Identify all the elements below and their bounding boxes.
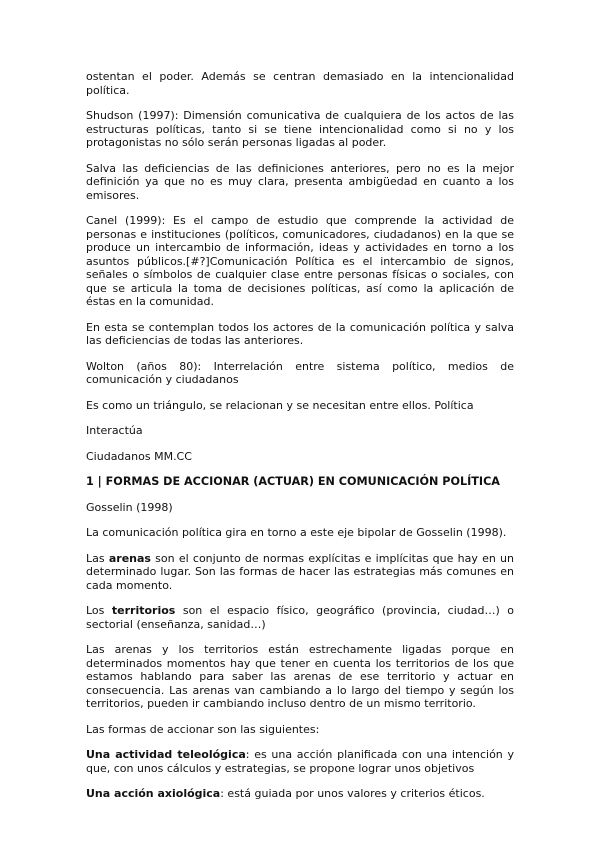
bold-term: territorios	[111, 604, 176, 617]
text: : es una acción planificada con una intención y que, con unos cálculos y estrategias, se propone lograr unos objetivos	[86, 748, 514, 775]
text: son el espacio físico, geográfico (provincia, ciudad…) o sectorial (enseñanza, sanidad…)	[86, 604, 514, 631]
paragraph: Es como un triángulo, se relacionan y se necesitan entre ellos. Política	[86, 398, 474, 412]
paragraph: Ciudadanos MM.CC	[86, 449, 192, 463]
section-heading: 1 | FORMAS DE ACCIONAR (ACTUAR) EN COMUNICACIÓN POLÍTICA	[86, 475, 500, 488]
paragraph: Interactúa	[86, 424, 143, 437]
paragraph: Canel (1999): Es el campo de estudio que comprende la actividad de personas e instituciones (políticos, comunicadores, ciudadanos) en la que se produce un intercambio de información, ideas y actividades en torno a los asuntos públicos.[#?]Comunicación Política es el intercambio de signos, señales o símbolos de cualquier clase entre personas físicas o sociales, con que se articula la toma de decisiones políticas, así como la aplicación de éstas en la comunidad.	[86, 214, 514, 308]
paragraph: Wolton (años 80): Interrelación entre sistema político, medios de comunicación y ciudadanos	[86, 359, 514, 386]
paragraph: ostentan el poder. Además se centran demasiado en la intencionalidad política.	[86, 70, 514, 97]
paragraph: En esta se contemplan todos los actores de la comunicación política y salva las deficiencias de todas las anteriores.	[86, 320, 514, 347]
paragraph: Shudson (1997): Dimensión comunicativa de cualquiera de los actos de las estructuras políticas, tanto si se tiene intencionalidad como si no y los protagonistas no sólo serán personas ligadas al poder.	[86, 109, 514, 149]
paragraph: La comunicación política gira en torno a este eje bipolar de Gosselin (1998).	[86, 526, 507, 539]
paragraph: Salva las deficiencias de las definiciones anteriores, pero no es la mejor definición ya que no es muy clara, presenta ambigüedad en cuanto a los emisores.	[86, 161, 514, 202]
paragraph: Gosselin (1998)	[86, 500, 173, 514]
paragraph	[86, 787, 514, 801]
bold-term: arenas	[108, 551, 151, 565]
document-page	[86, 70, 514, 813]
text: Los	[86, 604, 112, 617]
bold-term: Una acción axiológica	[86, 787, 221, 800]
paragraph: Las arenas y los territorios están estrechamente ligadas porque en determinados momentos hay que tener en cuenta los territorios de los que estamos hablando para saber las arenas de ese territorio y actuar en consecuencia. Las arenas van cambiando a lo largo del tiempo y según los territorios, pueden ir cambiando incluso dentro de un mismo territorio.	[86, 643, 514, 710]
text: : está guiada por unos valores y criterios éticos.	[220, 787, 485, 800]
bold-term: Una actividad teleológica	[86, 748, 246, 761]
paragraph: Las formas de accionar son las siguientes:	[86, 722, 320, 736]
paragraph	[86, 552, 514, 593]
paragraph	[86, 604, 514, 631]
text: son el conjunto de normas explícitas e implícitas que hay en un determinado lugar. Son las formas de hacer las estrategias más comunes en cada momento.	[86, 551, 514, 592]
paragraph	[86, 748, 514, 775]
text: Las	[86, 551, 109, 565]
